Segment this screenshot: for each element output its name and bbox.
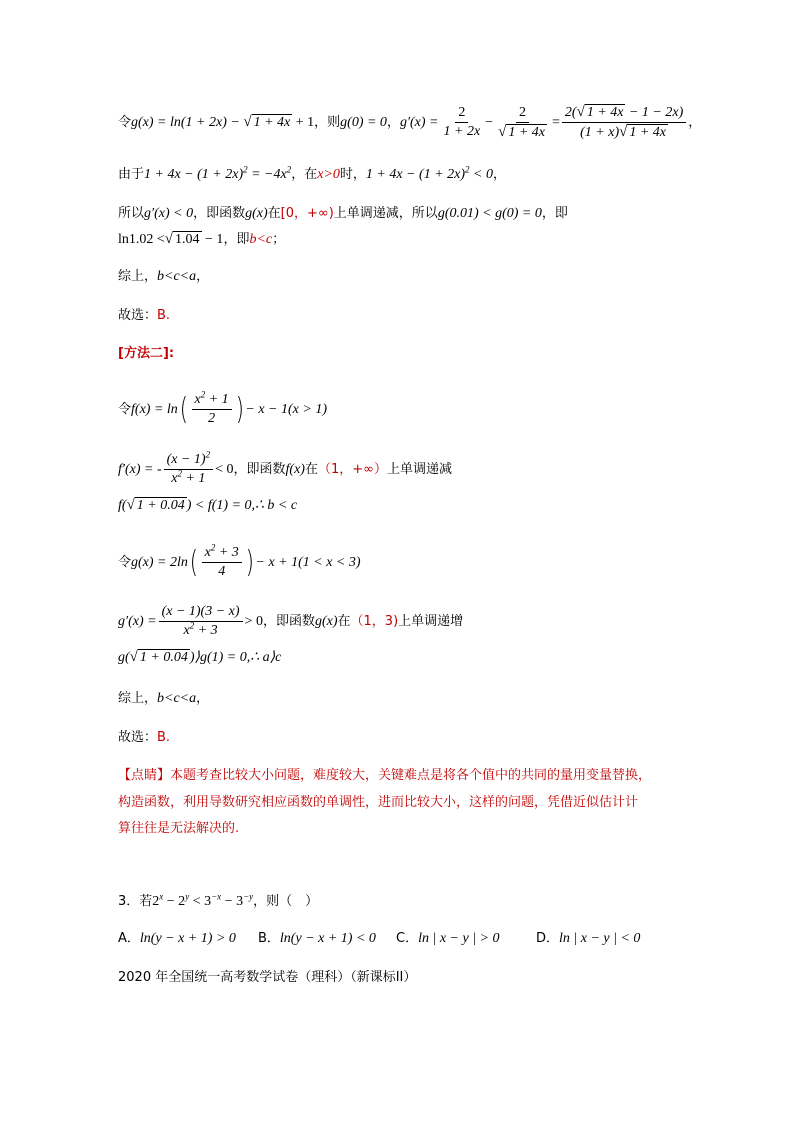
option-b[interactable] bbox=[258, 931, 396, 947]
answer: B. bbox=[157, 308, 171, 323]
math-g: g(x) bbox=[245, 206, 268, 221]
frac-2: 2 √ 1 + 4x bbox=[498, 104, 545, 140]
text-youyu: 由于 bbox=[118, 167, 145, 182]
equals: = bbox=[552, 114, 560, 130]
text-jihanshu: ，即函数 bbox=[262, 613, 315, 629]
math-g-tail: − x + 1(1 < x < 3) bbox=[255, 554, 361, 570]
question-3 bbox=[118, 891, 319, 910]
comma: ， bbox=[386, 114, 400, 130]
comment-line-2 bbox=[118, 795, 638, 811]
math-gprime: g′(x) = bbox=[399, 114, 439, 130]
math-g: g(x) bbox=[314, 613, 338, 629]
interval: [0，+∞) bbox=[280, 206, 334, 221]
line-fprime bbox=[118, 449, 452, 487]
text-decreasing: 上单调递减 bbox=[386, 461, 452, 477]
text-jihanshu: ，即函数 bbox=[233, 461, 286, 477]
text-shi: 时， bbox=[339, 167, 366, 182]
text-jihanshu: ，即函数 bbox=[193, 206, 246, 221]
paren-left: ( bbox=[179, 391, 188, 427]
interval: （1，+∞） bbox=[317, 461, 387, 477]
math-result: b<c<a bbox=[157, 269, 197, 284]
text-ling: 令 bbox=[118, 114, 132, 130]
text-ze: ，则 bbox=[314, 114, 341, 130]
frac-3: 2( √ 1 + 4x − 1 − 2x) (1 + x) √ 1 + 4x bbox=[562, 104, 686, 141]
math-q3: $2^x - 2^y < 3^{-x} - 3^{-y}$ bbox=[152, 891, 254, 909]
question-number: 3．若 bbox=[118, 894, 153, 909]
math-condition: x>0 bbox=[317, 167, 340, 182]
text-zai: 在 bbox=[267, 206, 281, 221]
line-answer-2 bbox=[118, 730, 170, 746]
text-monotone: 上单调递减，所以 bbox=[333, 206, 438, 221]
text-suoyi: 所以 bbox=[118, 206, 145, 221]
option-label: A． bbox=[118, 931, 140, 946]
option-label: D． bbox=[536, 931, 560, 946]
math-inequality: g(0.01) < g(0) = 0 bbox=[437, 206, 542, 221]
paren-right: ) bbox=[245, 544, 254, 580]
text-increasing: 上单调递增 bbox=[398, 613, 464, 629]
math-g0: g(0) = 0 bbox=[340, 114, 387, 130]
option-label: B． bbox=[258, 931, 280, 946]
source-line bbox=[118, 970, 416, 986]
line-ln-ineq bbox=[118, 231, 285, 248]
comment-text: 【点睛】本题考查比较大小问题，难度较大，关键难点是将各个值中的共同的量用变量替换， bbox=[118, 768, 652, 783]
frac-fprime: $\frac{(x - 1)^2}{x^2 + 1}$ bbox=[164, 452, 214, 487]
math-fprime-lhs: f′(x) = - bbox=[118, 461, 162, 477]
math-f-lhs: f(x) = ln bbox=[131, 401, 178, 417]
comma: ， bbox=[688, 114, 702, 130]
comma: ， bbox=[492, 167, 506, 182]
line-g-compare bbox=[118, 649, 281, 666]
option-expr: ln | x − y | > 0 bbox=[418, 931, 500, 946]
question-3-options bbox=[118, 931, 640, 947]
comment-line-1 bbox=[118, 768, 651, 784]
line-g2-definition bbox=[118, 542, 361, 580]
source-text: 2020 年全国统一高考数学试卷（理科）（新课标II） bbox=[118, 970, 417, 985]
math-g-compare: g( √ 1 + 0.04 )⟩g(1) = 0,∴ a⟩c bbox=[118, 649, 282, 665]
frac-g: $\frac{x^2 + 3}{4}$ bbox=[202, 545, 242, 580]
option-d[interactable] bbox=[536, 931, 640, 947]
text-ling: 令 bbox=[118, 554, 132, 570]
comment-text: 构造函数，利用导数研究相应函数的单调性，进而比较大小，这样的问题，凭借近似估计计 bbox=[118, 795, 639, 810]
line-summary-2 bbox=[118, 691, 209, 707]
text-zai: 在 bbox=[304, 461, 318, 477]
text-guxuan: 故选： bbox=[118, 730, 158, 745]
option-label: C． bbox=[396, 931, 419, 946]
math-expr2: $1 + 4x - (1 + 2x)^2 < 0$ bbox=[365, 164, 493, 182]
minus: − bbox=[485, 114, 494, 130]
math-gprime-neg: g′(x) < 0 bbox=[144, 206, 194, 221]
option-expr: ln(y − x + 1) < 0 bbox=[279, 931, 376, 946]
math-result: b<c bbox=[249, 231, 273, 247]
math-f-compare: f( √ 1 + 0.04 ) < f(1) = 0,∴ b < c bbox=[118, 497, 298, 513]
math-g-def: g(x) = ln(1 + 2x) − √ 1 + 4x + 1 bbox=[131, 114, 315, 130]
option-c[interactable] bbox=[396, 931, 536, 947]
line-summary-1 bbox=[118, 269, 209, 285]
line-gprime2 bbox=[118, 604, 463, 639]
math-expr: $1 + 4x - (1 + 2x)^2 = -4x^2$ bbox=[144, 164, 292, 182]
comma: ， bbox=[196, 269, 210, 284]
math-rhs: > 0 bbox=[244, 613, 263, 629]
frac-1: $\frac{2}{1 + 2x}$ bbox=[443, 105, 481, 139]
frac-f: $\frac{x^2 + 1}{2}$ bbox=[192, 392, 232, 427]
paren-left: ( bbox=[189, 544, 198, 580]
text-ling: 令 bbox=[118, 401, 132, 417]
math-ln-ineq: ln1.02 < √ 1.04 − 1 bbox=[118, 231, 224, 247]
line-g-definition bbox=[118, 104, 701, 141]
text-zongshang: 综上， bbox=[118, 691, 158, 706]
option-a[interactable] bbox=[118, 931, 258, 947]
comment-text: 算往往是无法解决的. bbox=[118, 821, 240, 836]
math-f: f(x) bbox=[285, 461, 305, 477]
answer: B. bbox=[157, 730, 171, 745]
semicolon: ； bbox=[272, 231, 286, 247]
paren-right: ) bbox=[235, 391, 244, 427]
frac-gprime: $\frac{(x - 1)(3 - x)}{x^2 + 3}$ bbox=[159, 604, 243, 639]
heading-text: [方法二]: bbox=[118, 346, 175, 361]
method-two-heading bbox=[118, 346, 174, 362]
text-zongshang: 综上， bbox=[118, 269, 158, 284]
math-g-lhs: g(x) = 2ln bbox=[131, 554, 188, 570]
comment-line-3 bbox=[118, 821, 239, 837]
line-answer-1 bbox=[118, 308, 170, 324]
interval: （1，3) bbox=[350, 613, 399, 629]
math-gprime-lhs: g′(x) = bbox=[118, 613, 157, 629]
line-so-decreasing bbox=[118, 206, 568, 222]
option-expr: ln(y − x + 1) > 0 bbox=[139, 931, 236, 946]
text-ji: ，即 bbox=[223, 231, 250, 247]
line-f-compare bbox=[118, 497, 297, 514]
text-ze: ，则（ ） bbox=[253, 894, 319, 909]
text-guxuan: 故选： bbox=[118, 308, 158, 323]
text-ji: ，即 bbox=[541, 206, 568, 221]
line-f-definition bbox=[118, 389, 327, 427]
line-since bbox=[118, 164, 506, 183]
math-result: b<c<a bbox=[157, 691, 197, 706]
text-zai: ，在 bbox=[291, 167, 318, 182]
comma: ， bbox=[196, 691, 210, 706]
text-zai: 在 bbox=[337, 613, 351, 629]
math-rhs: < 0 bbox=[215, 461, 234, 477]
option-expr: ln | x − y | < 0 bbox=[559, 931, 641, 946]
math-f-tail: − x − 1(x > 1) bbox=[245, 401, 327, 417]
